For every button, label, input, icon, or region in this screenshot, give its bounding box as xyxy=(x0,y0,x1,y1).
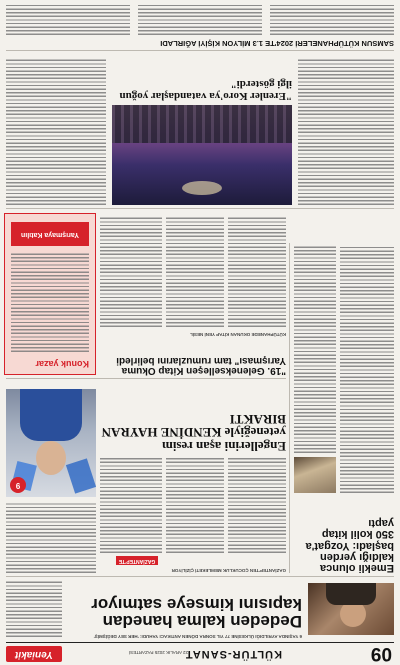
koro-story xyxy=(6,55,394,205)
left-story-photo xyxy=(294,457,336,493)
top-story-column xyxy=(6,581,62,637)
top-story-photo xyxy=(308,583,394,635)
center-story-col-1 xyxy=(228,457,286,553)
center-story-alert-text: GAZİANTEP'TE xyxy=(118,558,156,564)
bottom-story-col-3 xyxy=(6,5,130,35)
bottom-story-col-2 xyxy=(138,5,262,35)
page-number: 09 xyxy=(370,643,392,664)
center-story-col-3 xyxy=(100,457,162,553)
top-story-rule xyxy=(6,576,394,577)
bottom-story-col-1 xyxy=(270,5,394,35)
center-story xyxy=(100,383,286,573)
ad-box xyxy=(4,213,96,375)
left-story-col-1 xyxy=(340,245,394,493)
koro-photo xyxy=(112,105,292,205)
center-story-kicker: GAZİANTEP'TEN ÇOCUKLUK MEMLEKETİ ÇİZİLİYOR xyxy=(171,568,286,573)
bottom-story xyxy=(6,3,394,47)
koro-story-col-left xyxy=(298,59,394,205)
left-col-divider xyxy=(289,243,290,573)
center-story-alert xyxy=(116,556,158,565)
left-story xyxy=(294,243,394,573)
right-column xyxy=(6,383,96,573)
section-title: KÜLTÜR-SANAT xyxy=(184,648,282,660)
brand-logo xyxy=(6,646,62,662)
kitap-story-kicker: KÜTÜPHANEDE OKUNAN KİTAP YENİ NESİL xyxy=(189,332,286,337)
kitap-story-col-3 xyxy=(100,217,162,327)
ad-box-title: Konuk yazar xyxy=(35,359,89,369)
right-column-text xyxy=(6,503,96,573)
kitap-story-headline: "19. Gelenekselleşen Kitap Okuma Yarışması" tam rumuzlarını belirledi xyxy=(116,354,286,376)
koro-bottom-rule xyxy=(6,50,394,51)
top-story-headline: Dededen kalma hanedan kapısını kimseye satmıyor xyxy=(91,594,302,631)
brand-name: Yeniakit xyxy=(15,649,53,660)
ad-box-badge-text: Yarışmaya Katılın xyxy=(21,231,79,238)
masthead xyxy=(0,641,400,665)
kitap-story xyxy=(100,215,286,375)
top-story-kicker: 6 YAŞINDA AYRILDIĞI ÜLKESİNE 77 YIL SONRA DÖNEN ANTIKACI YAHUDI: 'HER SEY DEĞİŞMİŞ' xyxy=(93,634,302,639)
left-story-col-2 xyxy=(294,245,336,453)
portrait-badge xyxy=(10,477,26,493)
top-story xyxy=(6,579,394,639)
koro-story-col-right xyxy=(6,59,106,205)
center-story-headline: Engellerini aşan resim yeteneğiyle KENDİNE HAYRAN BIRAKTI xyxy=(101,411,286,454)
bottom-story-headline: SAMSUN KÜTÜPHANELERİ 2024'TE 1.3 MİLYON KİŞİYİ AĞIRLADI xyxy=(160,39,394,48)
center-story-col-2 xyxy=(166,457,224,553)
kitap-story-col-1 xyxy=(228,217,286,327)
mid-bottom-rule xyxy=(6,208,394,209)
ad-box-badge xyxy=(11,222,89,246)
masthead-rule xyxy=(6,642,394,643)
left-story-headline: Emekli olunca kaldığı yerden başladı: Yozgat'a 350 kolil kitap yaptı xyxy=(305,517,394,574)
portrait-badge-text: 9 xyxy=(15,481,21,490)
center-bottom-rule xyxy=(6,378,286,379)
ad-box-text xyxy=(11,252,89,352)
kitap-story-col-2 xyxy=(166,217,224,327)
koro-story-headline: "Erenler Koro'ya vatandaşlar yoğun ilgi gösterdi" xyxy=(119,78,292,102)
masthead-date: 22 ARALIK 2025 PAZARTESİ xyxy=(128,650,188,655)
